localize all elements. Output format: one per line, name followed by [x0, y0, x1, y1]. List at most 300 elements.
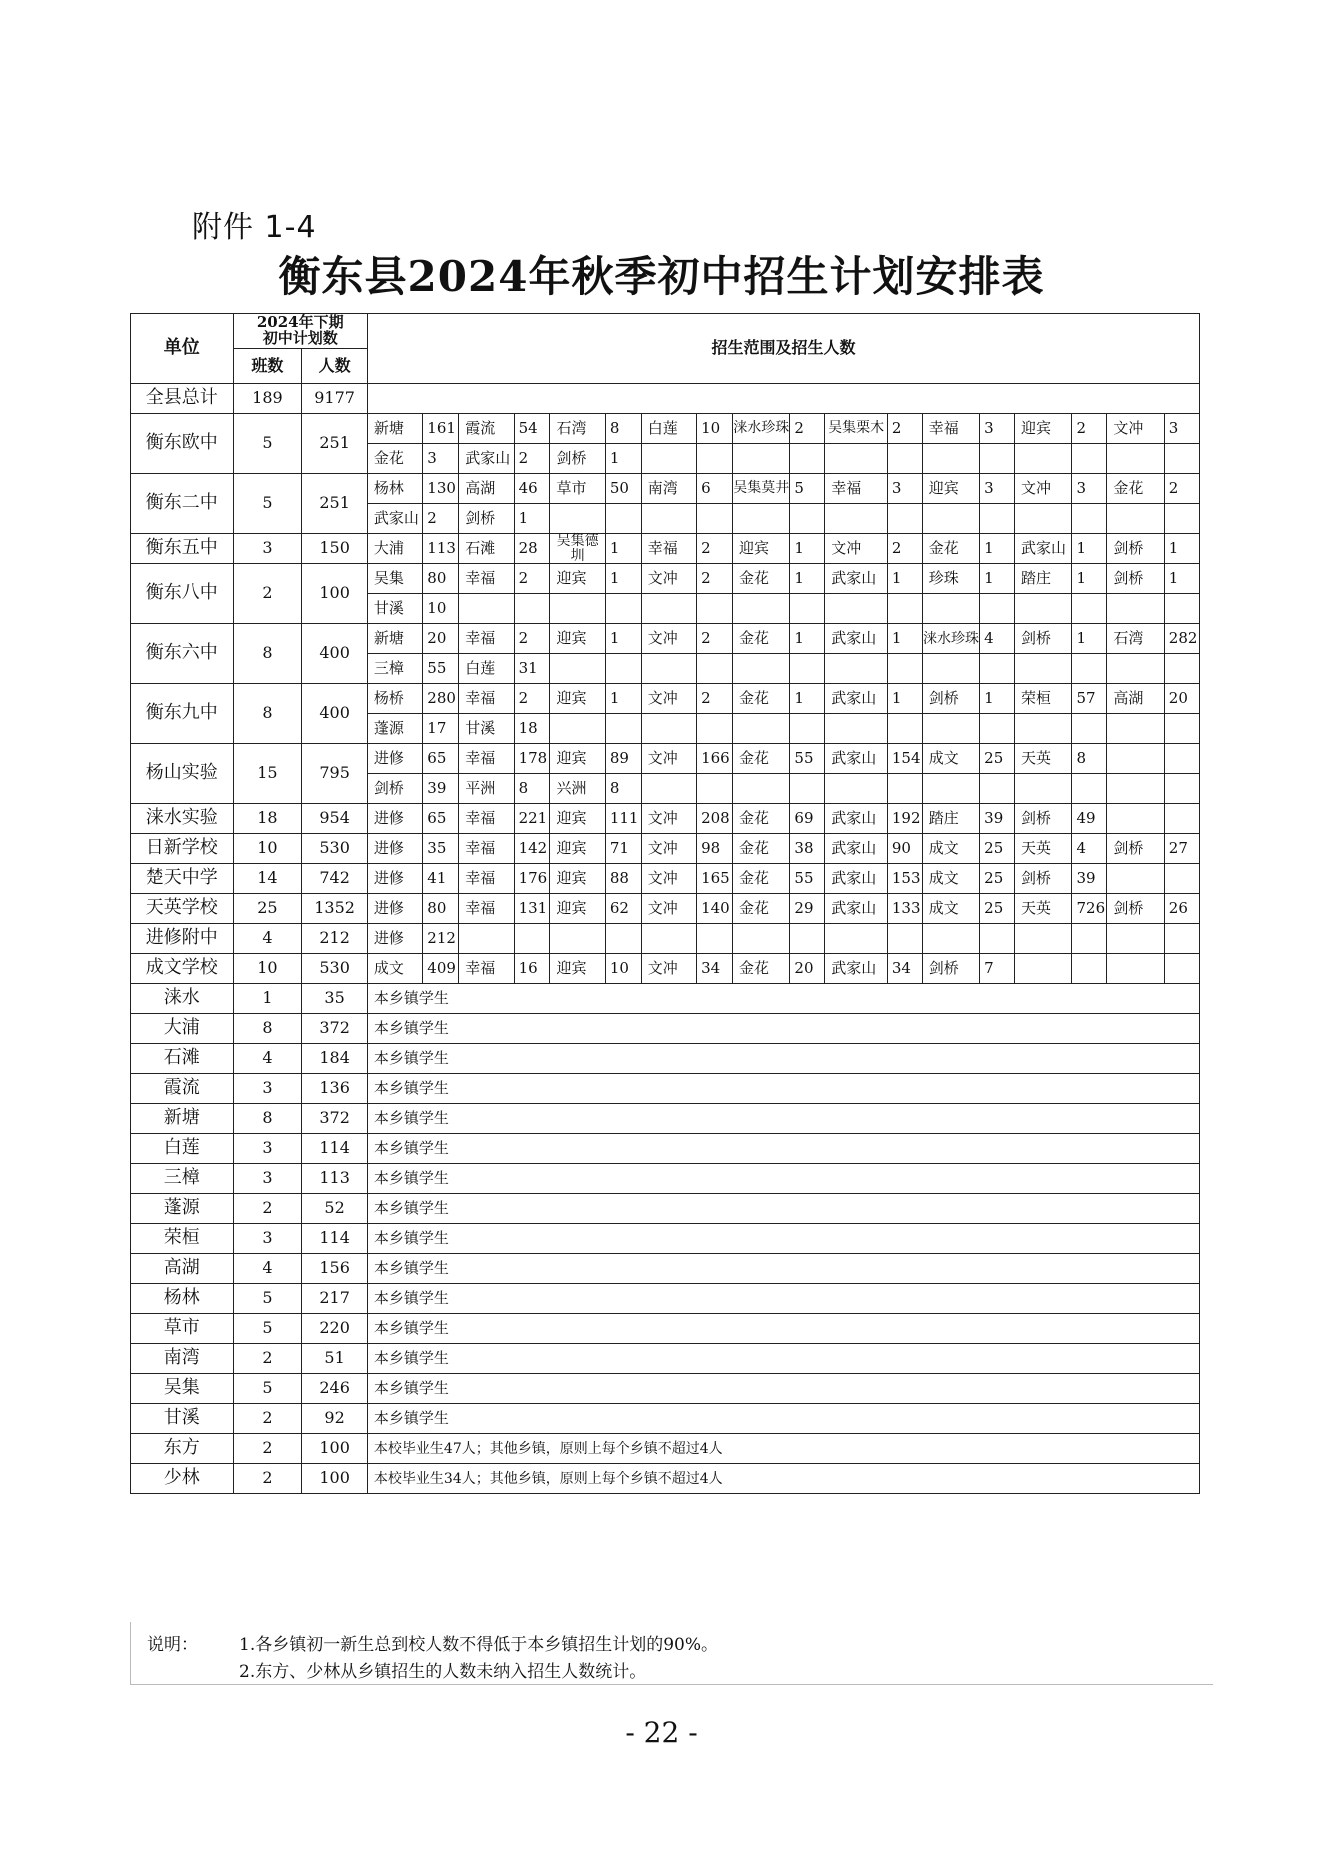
township-count: 25 [980, 744, 1015, 774]
township-students: 51 [302, 1344, 368, 1374]
township-name: 兴洲 [550, 774, 605, 804]
township-name: 高湖 [459, 474, 514, 504]
township-count [1072, 924, 1107, 954]
township-unit: 白莲 [131, 1134, 234, 1164]
township-name: 武家山 [825, 954, 888, 984]
township-name: 剑桥 [1107, 894, 1164, 924]
township-count [887, 444, 922, 474]
school-classes: 10 [233, 834, 302, 864]
township-count: 1 [1164, 564, 1199, 594]
township-count: 31 [514, 654, 550, 684]
school-students: 795 [302, 744, 368, 804]
total-row [131, 384, 1200, 414]
township-name: 成文 [922, 834, 979, 864]
school-classes: 2 [233, 564, 302, 624]
township-name: 金花 [732, 864, 789, 894]
school-students: 212 [302, 924, 368, 954]
township-name [825, 774, 888, 804]
township-scope: 本校毕业生34人；其他乡镇，原则上每个乡镇不超过4人 [367, 1464, 1199, 1494]
township-name [1107, 924, 1164, 954]
township-classes: 4 [233, 1044, 302, 1074]
township-count: 50 [605, 474, 641, 504]
township-name: 成文 [922, 894, 979, 924]
township-name: 剑桥 [1107, 564, 1164, 594]
township-name: 荣桓 [1015, 684, 1072, 714]
township-name [1107, 504, 1164, 534]
township-count: 154 [887, 744, 922, 774]
township-unit: 甘溪 [131, 1404, 234, 1434]
township-name: 武家山 [825, 744, 888, 774]
township-name: 幸福 [459, 954, 514, 984]
school-unit: 天英学校 [131, 894, 234, 924]
township-name: 平洲 [459, 774, 514, 804]
township-scope: 本乡镇学生 [367, 1044, 1199, 1074]
township-count: 1 [980, 564, 1015, 594]
township-name [825, 654, 888, 684]
township-students: 372 [302, 1014, 368, 1044]
township-count [1164, 954, 1199, 984]
township-count [1164, 714, 1199, 744]
township-name: 吴集栗木 [825, 414, 888, 444]
township-name [459, 924, 514, 954]
township-name [922, 924, 979, 954]
township-name: 涞水珍珠 [732, 414, 789, 444]
township-name [641, 774, 696, 804]
township-name [1107, 744, 1164, 774]
township-name: 新塘 [367, 414, 422, 444]
township-count [790, 504, 825, 534]
township-name [1107, 864, 1164, 894]
township-count [980, 654, 1015, 684]
township-name: 文冲 [641, 954, 696, 984]
township-name: 剑桥 [1015, 864, 1072, 894]
township-scope: 本乡镇学生 [367, 1194, 1199, 1224]
township-name: 文冲 [641, 624, 696, 654]
township-name [459, 594, 514, 624]
township-name: 迎宾 [550, 564, 605, 594]
township-scope: 本乡镇学生 [367, 1074, 1199, 1104]
township-classes: 2 [233, 1434, 302, 1464]
township-count [605, 654, 641, 684]
township-name [922, 654, 979, 684]
township-count: 131 [514, 894, 550, 924]
township-count: 80 [423, 894, 459, 924]
township-count [1072, 714, 1107, 744]
township-unit: 荣桓 [131, 1224, 234, 1254]
enrollment-plan-table [130, 313, 1200, 1494]
township-count [980, 594, 1015, 624]
township-count: 8 [1072, 744, 1107, 774]
township-name: 金花 [732, 804, 789, 834]
township-count [790, 654, 825, 684]
school-row [131, 474, 1200, 504]
school-classes: 3 [233, 534, 302, 564]
township-name [732, 444, 789, 474]
township-count: 35 [423, 834, 459, 864]
township-name: 幸福 [459, 804, 514, 834]
township-name: 武家山 [825, 834, 888, 864]
school-students: 742 [302, 864, 368, 894]
township-name: 武家山 [825, 564, 888, 594]
township-name: 天英 [1015, 894, 1072, 924]
township-scope: 本校毕业生47人；其他乡镇，原则上每个乡镇不超过4人 [367, 1434, 1199, 1464]
township-count [1164, 594, 1199, 624]
school-unit: 衡东欧中 [131, 414, 234, 474]
township-classes: 1 [233, 984, 302, 1014]
township-name: 文冲 [641, 684, 696, 714]
total-students: 9177 [302, 384, 368, 414]
township-name: 幸福 [459, 564, 514, 594]
township-count [1072, 504, 1107, 534]
township-count [980, 714, 1015, 744]
township-count: 2 [514, 684, 550, 714]
township-count: 1 [980, 534, 1015, 564]
header-scope: 招生范围及招生人数 [367, 314, 1199, 384]
township-row [131, 1224, 1200, 1254]
township-name: 石湾 [550, 414, 605, 444]
township-count: 208 [697, 804, 733, 834]
township-name: 迎宾 [550, 864, 605, 894]
township-row [131, 1044, 1200, 1074]
township-count: 55 [790, 744, 825, 774]
township-count: 10 [605, 954, 641, 984]
township-name: 剑桥 [1107, 834, 1164, 864]
page-title: 衡东县2024年秋季初中招生计划安排表 [278, 252, 1045, 301]
township-count: 726 [1072, 894, 1107, 924]
township-count: 8 [605, 774, 641, 804]
township-count [697, 924, 733, 954]
township-count: 1 [605, 444, 641, 474]
township-count: 89 [605, 744, 641, 774]
header-row-1 [131, 314, 1200, 349]
township-count: 2 [887, 414, 922, 444]
township-row [131, 1314, 1200, 1344]
township-unit: 吴集 [131, 1374, 234, 1404]
township-students: 114 [302, 1134, 368, 1164]
township-name [922, 594, 979, 624]
township-unit: 杨林 [131, 1284, 234, 1314]
township-classes: 5 [233, 1374, 302, 1404]
township-row [131, 1434, 1200, 1464]
township-count [605, 714, 641, 744]
school-students: 400 [302, 684, 368, 744]
township-count: 176 [514, 864, 550, 894]
township-count: 140 [697, 894, 733, 924]
township-count: 65 [423, 804, 459, 834]
township-count [697, 504, 733, 534]
township-name: 吴集 [367, 564, 422, 594]
note-2: 2.东方、少林从乡镇招生的人数未纳入招生人数统计。 [239, 1662, 647, 1682]
township-count: 192 [887, 804, 922, 834]
township-count: 27 [1164, 834, 1199, 864]
township-students: 113 [302, 1164, 368, 1194]
township-count [697, 594, 733, 624]
township-name: 成文 [922, 864, 979, 894]
township-scope: 本乡镇学生 [367, 1284, 1199, 1314]
township-name [641, 654, 696, 684]
township-count: 1 [790, 684, 825, 714]
township-count: 1 [790, 534, 825, 564]
township-count: 57 [1072, 684, 1107, 714]
township-scope: 本乡镇学生 [367, 984, 1199, 1014]
township-name: 进修 [367, 834, 422, 864]
township-name: 文冲 [1015, 474, 1072, 504]
township-row [131, 1194, 1200, 1224]
township-name: 霞流 [459, 414, 514, 444]
school-students: 150 [302, 534, 368, 564]
township-count: 161 [423, 414, 459, 444]
township-unit: 东方 [131, 1434, 234, 1464]
school-row [131, 804, 1200, 834]
township-name: 踏庄 [922, 804, 979, 834]
notes [130, 1622, 1213, 1685]
township-name [1107, 654, 1164, 684]
township-name: 文冲 [641, 564, 696, 594]
school-classes: 14 [233, 864, 302, 894]
township-count [605, 594, 641, 624]
township-count [1072, 444, 1107, 474]
township-scope: 本乡镇学生 [367, 1314, 1199, 1344]
township-name [922, 714, 979, 744]
township-name [641, 924, 696, 954]
township-name: 草市 [550, 474, 605, 504]
total-classes: 189 [233, 384, 302, 414]
township-count: 69 [790, 804, 825, 834]
township-unit: 新塘 [131, 1104, 234, 1134]
township-unit: 南湾 [131, 1344, 234, 1374]
township-count: 8 [514, 774, 550, 804]
township-unit: 大浦 [131, 1014, 234, 1044]
township-count: 2 [514, 564, 550, 594]
township-count [1164, 654, 1199, 684]
township-name: 迎宾 [550, 894, 605, 924]
township-name [1107, 804, 1164, 834]
township-count: 20 [790, 954, 825, 984]
township-count [1164, 804, 1199, 834]
township-name [922, 444, 979, 474]
township-count [980, 504, 1015, 534]
township-name: 吴集莫井 [732, 474, 789, 504]
township-name: 剑桥 [922, 684, 979, 714]
township-count: 3 [1072, 474, 1107, 504]
township-scope: 本乡镇学生 [367, 1224, 1199, 1254]
township-name: 金花 [732, 954, 789, 984]
school-row [131, 684, 1200, 714]
township-count: 54 [514, 414, 550, 444]
school-row [131, 864, 1200, 894]
township-students: 100 [302, 1434, 368, 1464]
school-students: 954 [302, 804, 368, 834]
township-name: 文冲 [641, 744, 696, 774]
township-count [790, 774, 825, 804]
township-row [131, 1344, 1200, 1374]
township-classes: 2 [233, 1344, 302, 1374]
school-row [131, 834, 1200, 864]
township-row [131, 1164, 1200, 1194]
township-count: 80 [423, 564, 459, 594]
header-plan [233, 314, 367, 349]
township-count: 7 [980, 954, 1015, 984]
school-students: 251 [302, 474, 368, 534]
township-name: 迎宾 [550, 744, 605, 774]
township-name: 大浦 [367, 534, 422, 564]
township-name [641, 444, 696, 474]
township-students: 217 [302, 1284, 368, 1314]
township-count: 2 [887, 534, 922, 564]
township-count: 38 [790, 834, 825, 864]
township-name [550, 924, 605, 954]
township-students: 372 [302, 1104, 368, 1134]
township-count [1072, 954, 1107, 984]
township-unit: 石滩 [131, 1044, 234, 1074]
school-classes: 18 [233, 804, 302, 834]
township-name: 文冲 [641, 894, 696, 924]
township-name: 迎宾 [550, 834, 605, 864]
township-unit: 少林 [131, 1464, 234, 1494]
township-name: 文冲 [825, 534, 888, 564]
township-count [790, 594, 825, 624]
township-name [732, 714, 789, 744]
township-name: 幸福 [459, 744, 514, 774]
township-name: 文冲 [641, 804, 696, 834]
school-unit: 楚天中学 [131, 864, 234, 894]
township-unit: 涞水 [131, 984, 234, 1014]
township-name: 蓬源 [367, 714, 422, 744]
township-count [887, 654, 922, 684]
township-count: 26 [1164, 894, 1199, 924]
township-count: 3 [887, 474, 922, 504]
township-name: 剑桥 [922, 954, 979, 984]
township-name: 幸福 [459, 834, 514, 864]
township-unit: 霞流 [131, 1074, 234, 1104]
township-name [825, 714, 888, 744]
school-unit: 衡东五中 [131, 534, 234, 564]
notes-label: 说明： [147, 1635, 198, 1655]
township-name [732, 504, 789, 534]
township-name: 武家山 [459, 444, 514, 474]
township-name [641, 594, 696, 624]
school-classes: 4 [233, 924, 302, 954]
township-count: 65 [423, 744, 459, 774]
township-name [1107, 774, 1164, 804]
township-count [1072, 594, 1107, 624]
page-number: - 22 - [625, 1716, 698, 1749]
township-name: 剑桥 [1107, 534, 1164, 564]
township-classes: 2 [233, 1404, 302, 1434]
township-count: 55 [790, 864, 825, 894]
township-count [887, 924, 922, 954]
township-name: 金花 [732, 564, 789, 594]
township-classes: 3 [233, 1224, 302, 1254]
township-scope: 本乡镇学生 [367, 1374, 1199, 1404]
township-name [825, 504, 888, 534]
township-name [1015, 924, 1072, 954]
township-name [732, 594, 789, 624]
township-count: 46 [514, 474, 550, 504]
township-name: 进修 [367, 924, 422, 954]
header-students: 人数 [302, 349, 368, 384]
township-count: 280 [423, 684, 459, 714]
township-name: 幸福 [459, 864, 514, 894]
school-row [131, 894, 1200, 924]
township-name: 迎宾 [550, 624, 605, 654]
township-name: 金花 [922, 534, 979, 564]
township-name: 白莲 [459, 654, 514, 684]
township-name: 金花 [732, 894, 789, 924]
header-classes: 班数 [233, 349, 302, 384]
township-name: 白莲 [641, 414, 696, 444]
township-name [1015, 504, 1072, 534]
township-name: 迎宾 [732, 534, 789, 564]
township-count: 3 [1164, 414, 1199, 444]
township-name: 剑桥 [459, 504, 514, 534]
township-name [825, 594, 888, 624]
township-name: 迎宾 [550, 804, 605, 834]
township-count [980, 924, 1015, 954]
township-name: 杨林 [367, 474, 422, 504]
township-count: 10 [423, 594, 459, 624]
township-name: 天英 [1015, 834, 1072, 864]
township-name: 新塘 [367, 624, 422, 654]
township-name: 剑桥 [367, 774, 422, 804]
township-count: 25 [980, 834, 1015, 864]
township-name: 文冲 [641, 864, 696, 894]
township-name: 迎宾 [922, 474, 979, 504]
township-count: 1 [605, 684, 641, 714]
township-count: 133 [887, 894, 922, 924]
township-name [1107, 594, 1164, 624]
township-count: 55 [423, 654, 459, 684]
township-count: 34 [697, 954, 733, 984]
township-name [1015, 654, 1072, 684]
township-name [1107, 954, 1164, 984]
township-count: 1 [1072, 624, 1107, 654]
township-count: 165 [697, 864, 733, 894]
township-count: 28 [514, 534, 550, 564]
township-count [1164, 504, 1199, 534]
township-count: 1 [790, 564, 825, 594]
township-classes: 8 [233, 1104, 302, 1134]
township-name [825, 924, 888, 954]
township-name: 金花 [1107, 474, 1164, 504]
township-name: 进修 [367, 744, 422, 774]
township-students: 35 [302, 984, 368, 1014]
township-scope: 本乡镇学生 [367, 1134, 1199, 1164]
township-count: 10 [697, 414, 733, 444]
township-students: 184 [302, 1044, 368, 1074]
township-name: 剑桥 [1015, 624, 1072, 654]
township-name: 珍珠 [922, 564, 979, 594]
township-count: 39 [1072, 864, 1107, 894]
township-name: 金花 [732, 834, 789, 864]
township-name: 迎宾 [550, 684, 605, 714]
township-name [1015, 774, 1072, 804]
township-name: 吴集德圳 [550, 534, 605, 564]
township-scope: 本乡镇学生 [367, 1164, 1199, 1194]
township-count: 1 [1072, 564, 1107, 594]
township-count: 5 [790, 474, 825, 504]
township-name [550, 714, 605, 744]
township-classes: 5 [233, 1314, 302, 1344]
township-count: 20 [1164, 684, 1199, 714]
township-count: 409 [423, 954, 459, 984]
school-classes: 5 [233, 414, 302, 474]
township-name: 涞水珍珠 [922, 624, 979, 654]
township-count: 1 [605, 624, 641, 654]
township-count: 62 [605, 894, 641, 924]
township-name: 武家山 [825, 864, 888, 894]
township-row [131, 1104, 1200, 1134]
